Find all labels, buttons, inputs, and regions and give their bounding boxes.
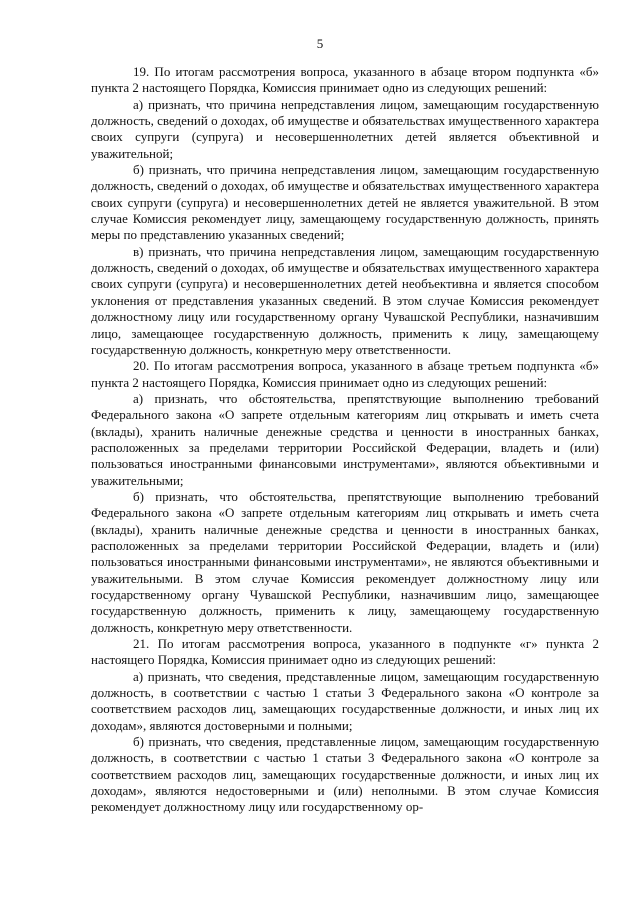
paragraph-19v: в) признать, что причина непредставления лицом, замещающим государственную должность, сведений о доходах, об имуществе и обязательствах имущественного характера своих супруги (супруга) и несовершеннолетних детей необъективна и является способом уклонения от представления указанных сведений. В этом случае Комиссия рекомендует должностному лицу или государственному органу Чувашской Республики, назначившим лицо, замещающее государственную должность, применить к лицу, замещающему государственную должность, конкретную меру ответственности. <box>91 243 599 357</box>
paragraph-20: 20. По итогам рассмотрения вопроса, указанного в абзаце третьем подпункта «б» пункта 2 настоящего Порядка, Комиссия принимает одно из следующих решений: <box>91 358 599 390</box>
paragraph-21: 21. По итогам рассмотрения вопроса, указанного в подпункте «г» пункта 2 настоящего Порядка, Комиссия принимает одно из следующих решений: <box>91 636 599 668</box>
document-body <box>91 64 599 816</box>
paragraph-20a: а) признать, что обстоятельства, препятствующие выполнению требований Федерального закона «О запрете отдельным категориям лиц открывать и иметь счета (вклады), хранить наличные денежные средства и ценности в иностранных банках, расположенных за пределами территории Российской Федерации, владеть и (или) пользоваться иностранными финансовыми инструментами», являются объективными и уважительными; <box>91 390 599 488</box>
paragraph-19b: б) признать, что причина непредставления лицом, замещающим государственную должность, сведений о доходах, об имуществе и обязательствах имущественного характера своих супруги (супруга) и несовершеннолетних детей не является уважительной. В этом случае Комиссия рекомендует лицу, замещающему государственную должность, принять меры по представлению указанных сведений; <box>91 162 599 243</box>
paragraph-20b: б) признать, что обстоятельства, препятствующие выполнению требований Федерального закона «О запрете отдельным категориям лиц открывать и иметь счета (вклады), хранить наличные денежные средства и ценности в иностранных банках, расположенных за пределами территории Российской Федерации, владеть и (или) пользоваться иностранными финансовыми инструментами», не являются объективными и уважительными. В этом случае Комиссия рекомендует должностному лицу или государственному органу Чувашской Республики, назначившим лицо, замещающее государственную должность, применить к лицу, замещающему государственную должность, конкретную меру ответственности. <box>91 488 599 635</box>
paragraph-19: 19. По итогам рассмотрения вопроса, указанного в абзаце втором подпункта «б» пункта 2 настоящего Порядка, Комиссия принимает одно из следующих решений: <box>91 64 599 96</box>
paragraph-19a: а) признать, что причина непредставления лицом, замещающим государственную должность, сведений о доходах, об имуществе и обязательствах имущественного характера своих супруги (супруга) и несовершеннолетних детей является объективной и уважительной; <box>91 96 599 161</box>
paragraph-21a: а) признать, что сведения, представленные лицом, замещающим государственную должность, в соответствии с частью 1 статьи 3 Федерального закона «О контроле за соответствием расходов лиц, замещающих государственные должности, и иных лиц их доходам», являются достоверными и полными; <box>91 668 599 733</box>
page-number: 5 <box>316 36 324 51</box>
paragraph-21b: б) признать, что сведения, представленные лицом, замещающим государственную должность, в соответствии с частью 1 статьи 3 Федерального закона «О контроле за соответствием расходов лиц, замещающих государственные должности, и иных лиц их доходам», являются недостоверными и (или) неполными. В этом случае Комиссия рекомендует должностному лицу или государственному ор- <box>91 734 599 815</box>
